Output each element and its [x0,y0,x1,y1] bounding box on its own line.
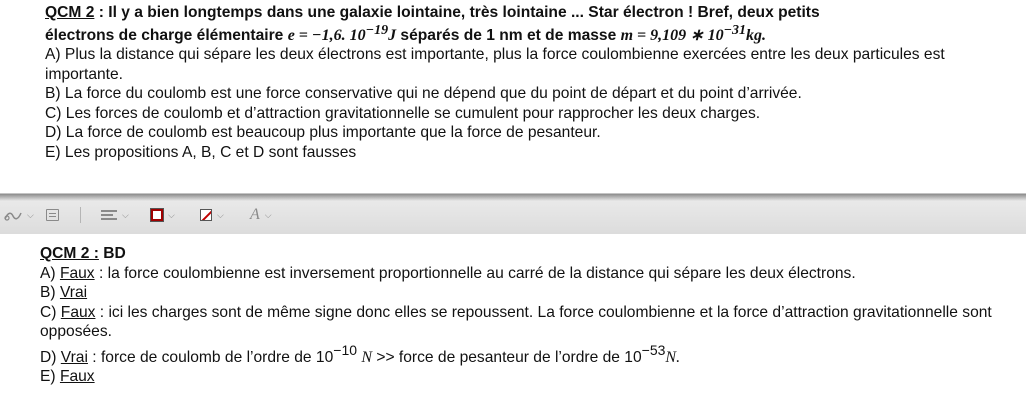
answer-d [40,341,1010,368]
answer-d-text-2: >> force de pesanteur de l’ordre de 10 [372,348,642,366]
answer-a-verdict: Faux [59,264,95,282]
option-c: C) Les forces de coulomb et d’attraction gravitationnelle se cumulent pour rapprocher les deux charges. [45,104,761,122]
question-panel [0,0,1026,193]
answer-c-prefix: C) [40,303,61,321]
option-b: B) La force du coulomb est une force conservative qui ne dépend que du point de départ et du point d’arrivée. [45,85,802,102]
answer-d-exponent-1: −10 [333,341,358,358]
mass-unit: kg. [746,26,767,44]
answer-a-text: : la force coulombienne est inversement proportionnelle au carré de la distance qui sépare les deux électrons. [94,264,856,282]
question-line2-text-a: électrons de charge élémentaire [45,26,288,44]
mass-value: m = 9,109 ∗ 10 [620,26,724,44]
text-align-icon [101,209,117,221]
answer-block [40,244,1010,387]
mass-exponent: −31 [723,22,747,38]
answer-c-text: : ici les charges sont de même signe donc elles se repoussent. La force coulombienne et la force d’attraction gravitationnelle sont opposées. [40,303,992,340]
question-block [45,3,1005,162]
chevron-down-icon: ⌵ [168,209,175,220]
question-title [45,3,1005,23]
charge-value: e = −1,6. 10 [287,26,366,44]
answer-result: BD [98,245,126,262]
font-icon: A [250,206,260,223]
answer-e-verdict: Faux [59,368,95,385]
answer-b-prefix: B) [40,284,60,301]
answer-e-prefix: E) [40,368,60,385]
answer-d-unit-1: N [361,348,373,366]
option-d: D) La force de coulomb est beaucoup plus importante que la force de pesanteur. [45,124,601,141]
answer-d-unit-2: N. [665,348,681,366]
question-line2-text-b: séparés de 1 nm et de masse [396,26,621,44]
border-color-icon [151,209,163,221]
answer-c-verdict: Faux [60,303,96,321]
charge-exponent: −19 [365,22,389,38]
toolbar-divider [80,207,81,223]
answer-d-exponent-2: −53 [641,341,666,358]
option-a: A) Plus la distance qui sépare les deux électrons est importante, plus la force coulombienne exercées entre les deux particules est importante. [45,46,945,83]
answer-d-prefix: D) [40,348,61,366]
border-color-tool[interactable] [151,206,175,224]
answer-d-text-1: : force de coulomb de l’ordre de 10 [87,348,334,366]
answer-panel [0,234,1026,407]
question-title-text: : Il y a bien longtemps dans une galaxie lointaine, très lointaine ... Star électron ! Bref, deux petits [94,4,820,21]
option-e: E) Les propositions A, B, C et D sont fausses [45,143,357,161]
answer-label: QCM 2 : [40,245,99,262]
charge-unit: J [388,26,397,44]
charge-expression [287,22,397,44]
fill-color-icon [200,209,212,221]
answer-b [40,283,1010,303]
note-tool[interactable] [46,206,59,224]
note-icon [46,209,59,221]
answer-c [40,303,1010,342]
chevron-down-icon: ⌵ [27,209,34,220]
answer-d-verdict: Vrai [60,348,88,366]
mass-expression [620,22,767,44]
font-tool[interactable] [250,206,272,224]
pen-icon [4,208,22,222]
chevron-down-icon: ⌵ [264,209,272,220]
chevron-down-icon: ⌵ [217,209,224,220]
answer-e [40,367,1010,387]
pen-tool[interactable] [4,206,34,224]
answer-a [40,264,1010,284]
text-align-tool[interactable] [101,206,129,224]
answer-b-verdict: Vrai [59,284,88,301]
answer-title [40,244,1010,264]
annotation-toolbar [0,193,1026,234]
chevron-down-icon: ⌵ [122,209,129,220]
question-label: QCM 2 [45,4,95,21]
question-title-line2 [45,22,1005,46]
fill-color-tool[interactable] [200,206,224,224]
answer-a-prefix: A) [40,264,60,282]
